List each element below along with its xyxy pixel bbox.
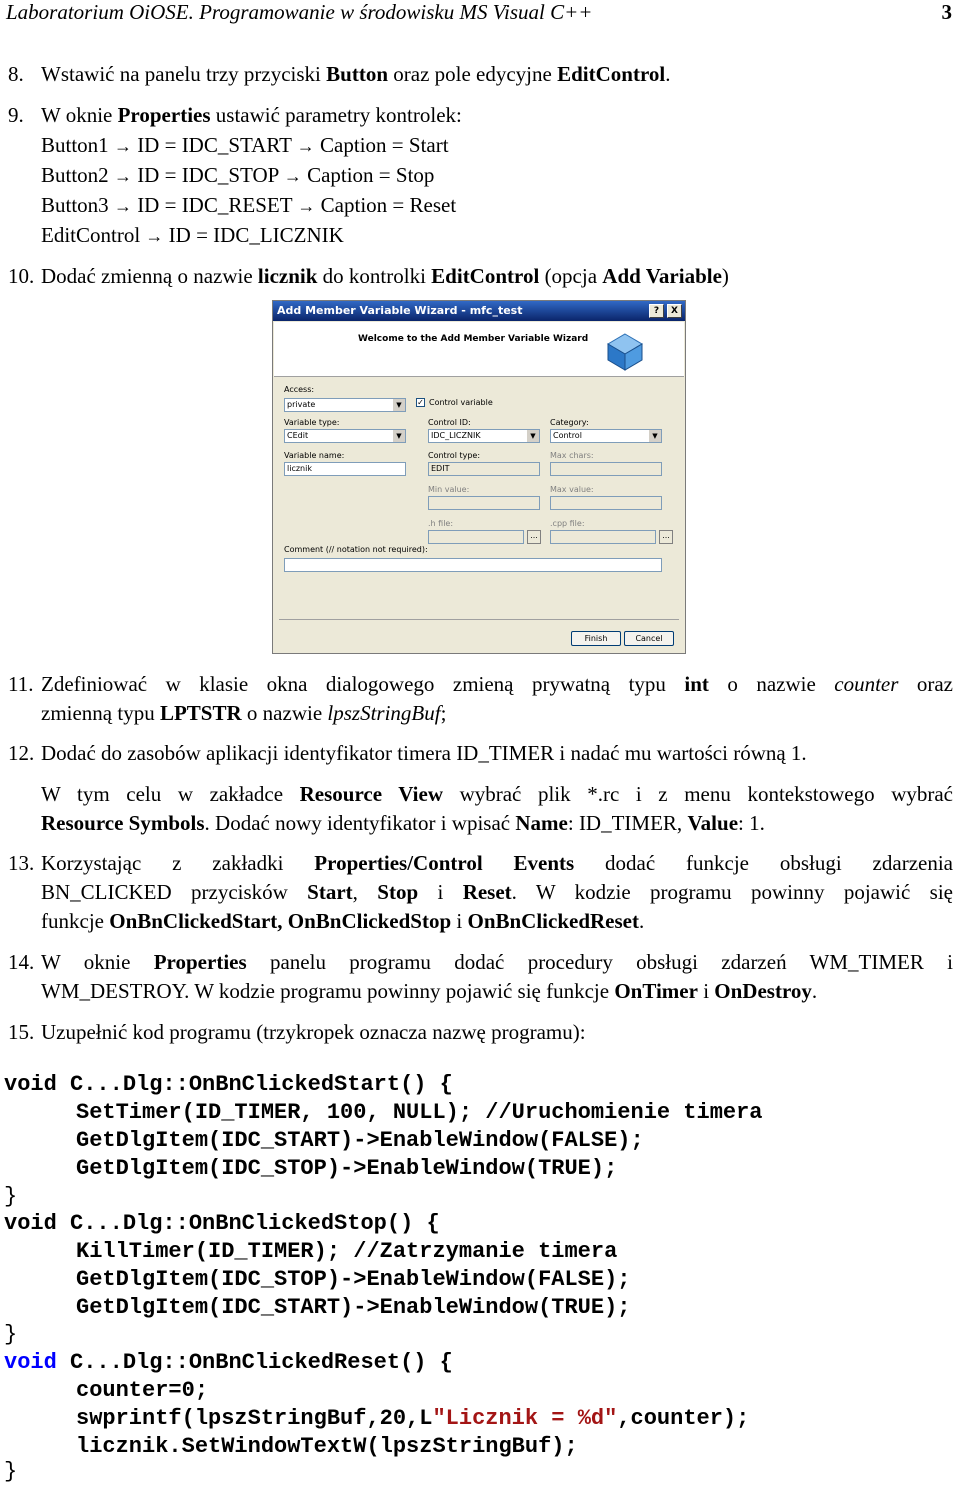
- code-line: licznik.SetWindowTextW(lpszStringBuf);: [76, 1434, 578, 1459]
- code-line: }: [4, 1184, 18, 1209]
- control-type-field: EDIT: [428, 462, 540, 476]
- variable-type-combo[interactable]: CEdit ▼: [284, 429, 406, 443]
- variable-type-label: Variable type:: [284, 418, 340, 427]
- h-file-label: .h file:: [428, 519, 454, 528]
- item-9-row-3: Button3 → ID = IDC_RESET → Caption = Reset: [41, 193, 457, 217]
- item-12-line-3: Resource Symbols. Dodać nowy identyfikator i wpisać Name: ID_TIMER, Value: 1.: [41, 811, 765, 835]
- code-line: GetDlgItem(IDC_START)->EnableWindow(TRUE);: [76, 1295, 631, 1320]
- code-line: }: [4, 1459, 18, 1484]
- control-variable-label: Control variable: [429, 398, 493, 407]
- item-12-line-2: W tym celu w zakładce Resource View wybrać plik *.rc i z menu kontekstowego wybrać: [41, 782, 953, 806]
- code-line: void C...Dlg::OnBnClickedStart() {: [4, 1072, 453, 1097]
- item-14-number: 14.: [8, 950, 35, 974]
- item-8-text: Wstawić na panelu trzy przyciski Button oraz pole edycyjne EditControl.: [41, 62, 671, 86]
- category-combo[interactable]: Control ▼: [550, 429, 662, 443]
- dialog-title-bar: Add Member Variable Wizard - mfc_test: [273, 301, 685, 321]
- wizard-cube-icon: [604, 330, 646, 372]
- item-12-number: 12.: [8, 741, 35, 765]
- control-type-label: Control type:: [428, 451, 481, 460]
- item-10-text: Dodać zmienną o nazwie licznik do kontrolki EditControl (opcja Add Variable): [41, 264, 729, 288]
- item-9-number: 9.: [8, 103, 24, 127]
- comment-input[interactable]: [284, 558, 662, 572]
- item-14-line-1: W oknie Properties panelu programu dodać procedury obsługi zdarzeń WM_TIMER i: [41, 950, 953, 974]
- max-value-input[interactable]: [550, 496, 662, 510]
- control-variable-checkbox[interactable]: ✓: [417, 398, 424, 407]
- chevron-down-icon[interactable]: ▼: [393, 430, 405, 442]
- code-line: void C...Dlg::OnBnClickedReset() {: [4, 1350, 453, 1375]
- control-id-combo[interactable]: IDC_LICZNIK ▼: [428, 429, 540, 443]
- cpp-file-label: .cpp file:: [550, 519, 585, 528]
- variable-name-label: Variable name:: [284, 451, 345, 460]
- cpp-file-input[interactable]: [550, 530, 656, 544]
- comment-label: Comment (// notation not required):: [284, 545, 428, 554]
- item-15-text: Uzupełnić kod programu (trzykropek oznacza nazwę programu):: [41, 1020, 586, 1044]
- code-line: GetDlgItem(IDC_STOP)->EnableWindow(TRUE);: [76, 1156, 618, 1181]
- help-button[interactable]: ?: [649, 304, 664, 318]
- code-line: KillTimer(ID_TIMER); //Zatrzymanie timera: [76, 1239, 618, 1264]
- category-label: Category:: [550, 418, 589, 427]
- dialog-divider: [279, 619, 679, 620]
- page-header-title: Laboratorium OiOSE. Programowanie w środowisku MS Visual C++: [6, 0, 593, 24]
- code-line: counter=0;: [76, 1378, 209, 1403]
- item-15-number: 15.: [8, 1020, 35, 1044]
- close-button[interactable]: X: [667, 304, 682, 318]
- page-number: 3: [941, 0, 952, 24]
- wizard-banner: [274, 322, 684, 377]
- item-13-number: 13.: [8, 851, 35, 875]
- min-value-input[interactable]: [428, 496, 540, 510]
- item-10-number: 10.: [8, 264, 35, 288]
- code-line: GetDlgItem(IDC_START)->EnableWindow(FALSE);: [76, 1128, 644, 1153]
- code-line: GetDlgItem(IDC_STOP)->EnableWindow(FALSE);: [76, 1267, 631, 1292]
- access-combo[interactable]: private ▼: [284, 398, 406, 412]
- max-chars-label: Max chars:: [550, 451, 594, 460]
- item-9-row-1: Button1 → ID = IDC_START → Caption = Start: [41, 133, 449, 157]
- h-file-input[interactable]: [428, 530, 524, 544]
- cpp-file-browse-button[interactable]: ...: [659, 530, 673, 544]
- item-12-line-1: Dodać do zasobów aplikacji identyfikator timera ID_TIMER i nadać mu wartości równą 1.: [41, 741, 807, 765]
- finish-button[interactable]: Finish: [571, 631, 621, 646]
- item-9-text: W oknie Properties ustawić parametry kontrolek:: [41, 103, 462, 127]
- item-9-row-2: Button2 → ID = IDC_STOP → Caption = Stop: [41, 163, 435, 187]
- control-id-label: Control ID:: [428, 418, 471, 427]
- h-file-browse-button[interactable]: ...: [527, 530, 541, 544]
- welcome-text: Welcome to the Add Member Variable Wizard: [358, 334, 589, 344]
- item-13-line-2: BN_CLICKED przycisków Start, Stop i Reset. W kodzie programu powinny pojawić się: [41, 880, 954, 904]
- max-value-label: Max value:: [550, 485, 594, 494]
- chevron-down-icon[interactable]: ▼: [527, 430, 539, 442]
- chevron-down-icon[interactable]: ▼: [393, 399, 405, 411]
- item-8-number: 8.: [8, 62, 24, 86]
- cancel-button[interactable]: Cancel: [624, 631, 674, 646]
- min-value-label: Min value:: [428, 485, 470, 494]
- max-chars-input[interactable]: [550, 462, 662, 476]
- code-line: swprintf(lpszStringBuf,20,L"Licznik = %d",counter);: [76, 1406, 750, 1431]
- item-14-line-2: WM_DESTROY. W kodzie programu powinny pojawić się funkcje OnTimer i OnDestroy.: [41, 979, 818, 1003]
- add-member-variable-wizard-dialog: [272, 300, 686, 654]
- item-11-line-1: Zdefiniować w klasie okna dialogowego zmieną prywatną typu int o nazwie counter oraz: [41, 672, 954, 696]
- item-9-row-4: EditControl → ID = IDC_LICZNIK: [41, 223, 344, 247]
- item-11-number: 11.: [8, 672, 34, 696]
- item-11-line-2: zmienną typu LPTSTR o nazwie lpszStringBuf;: [41, 701, 447, 725]
- access-label: Access:: [284, 385, 315, 394]
- item-13-line-1: Korzystając z zakładki Properties/Control Events dodać funkcje obsługi zdarzenia: [41, 851, 953, 875]
- code-line: void C...Dlg::OnBnClickedStop() {: [4, 1211, 440, 1236]
- code-line: SetTimer(ID_TIMER, 100, NULL); //Uruchomienie timera: [76, 1100, 763, 1125]
- item-13-line-3: funkcje OnBnClickedStart, OnBnClickedStop i OnBnClickedReset.: [41, 909, 645, 933]
- code-line: }: [4, 1322, 18, 1347]
- chevron-down-icon[interactable]: ▼: [649, 430, 661, 442]
- variable-name-input[interactable]: licznik: [284, 462, 406, 476]
